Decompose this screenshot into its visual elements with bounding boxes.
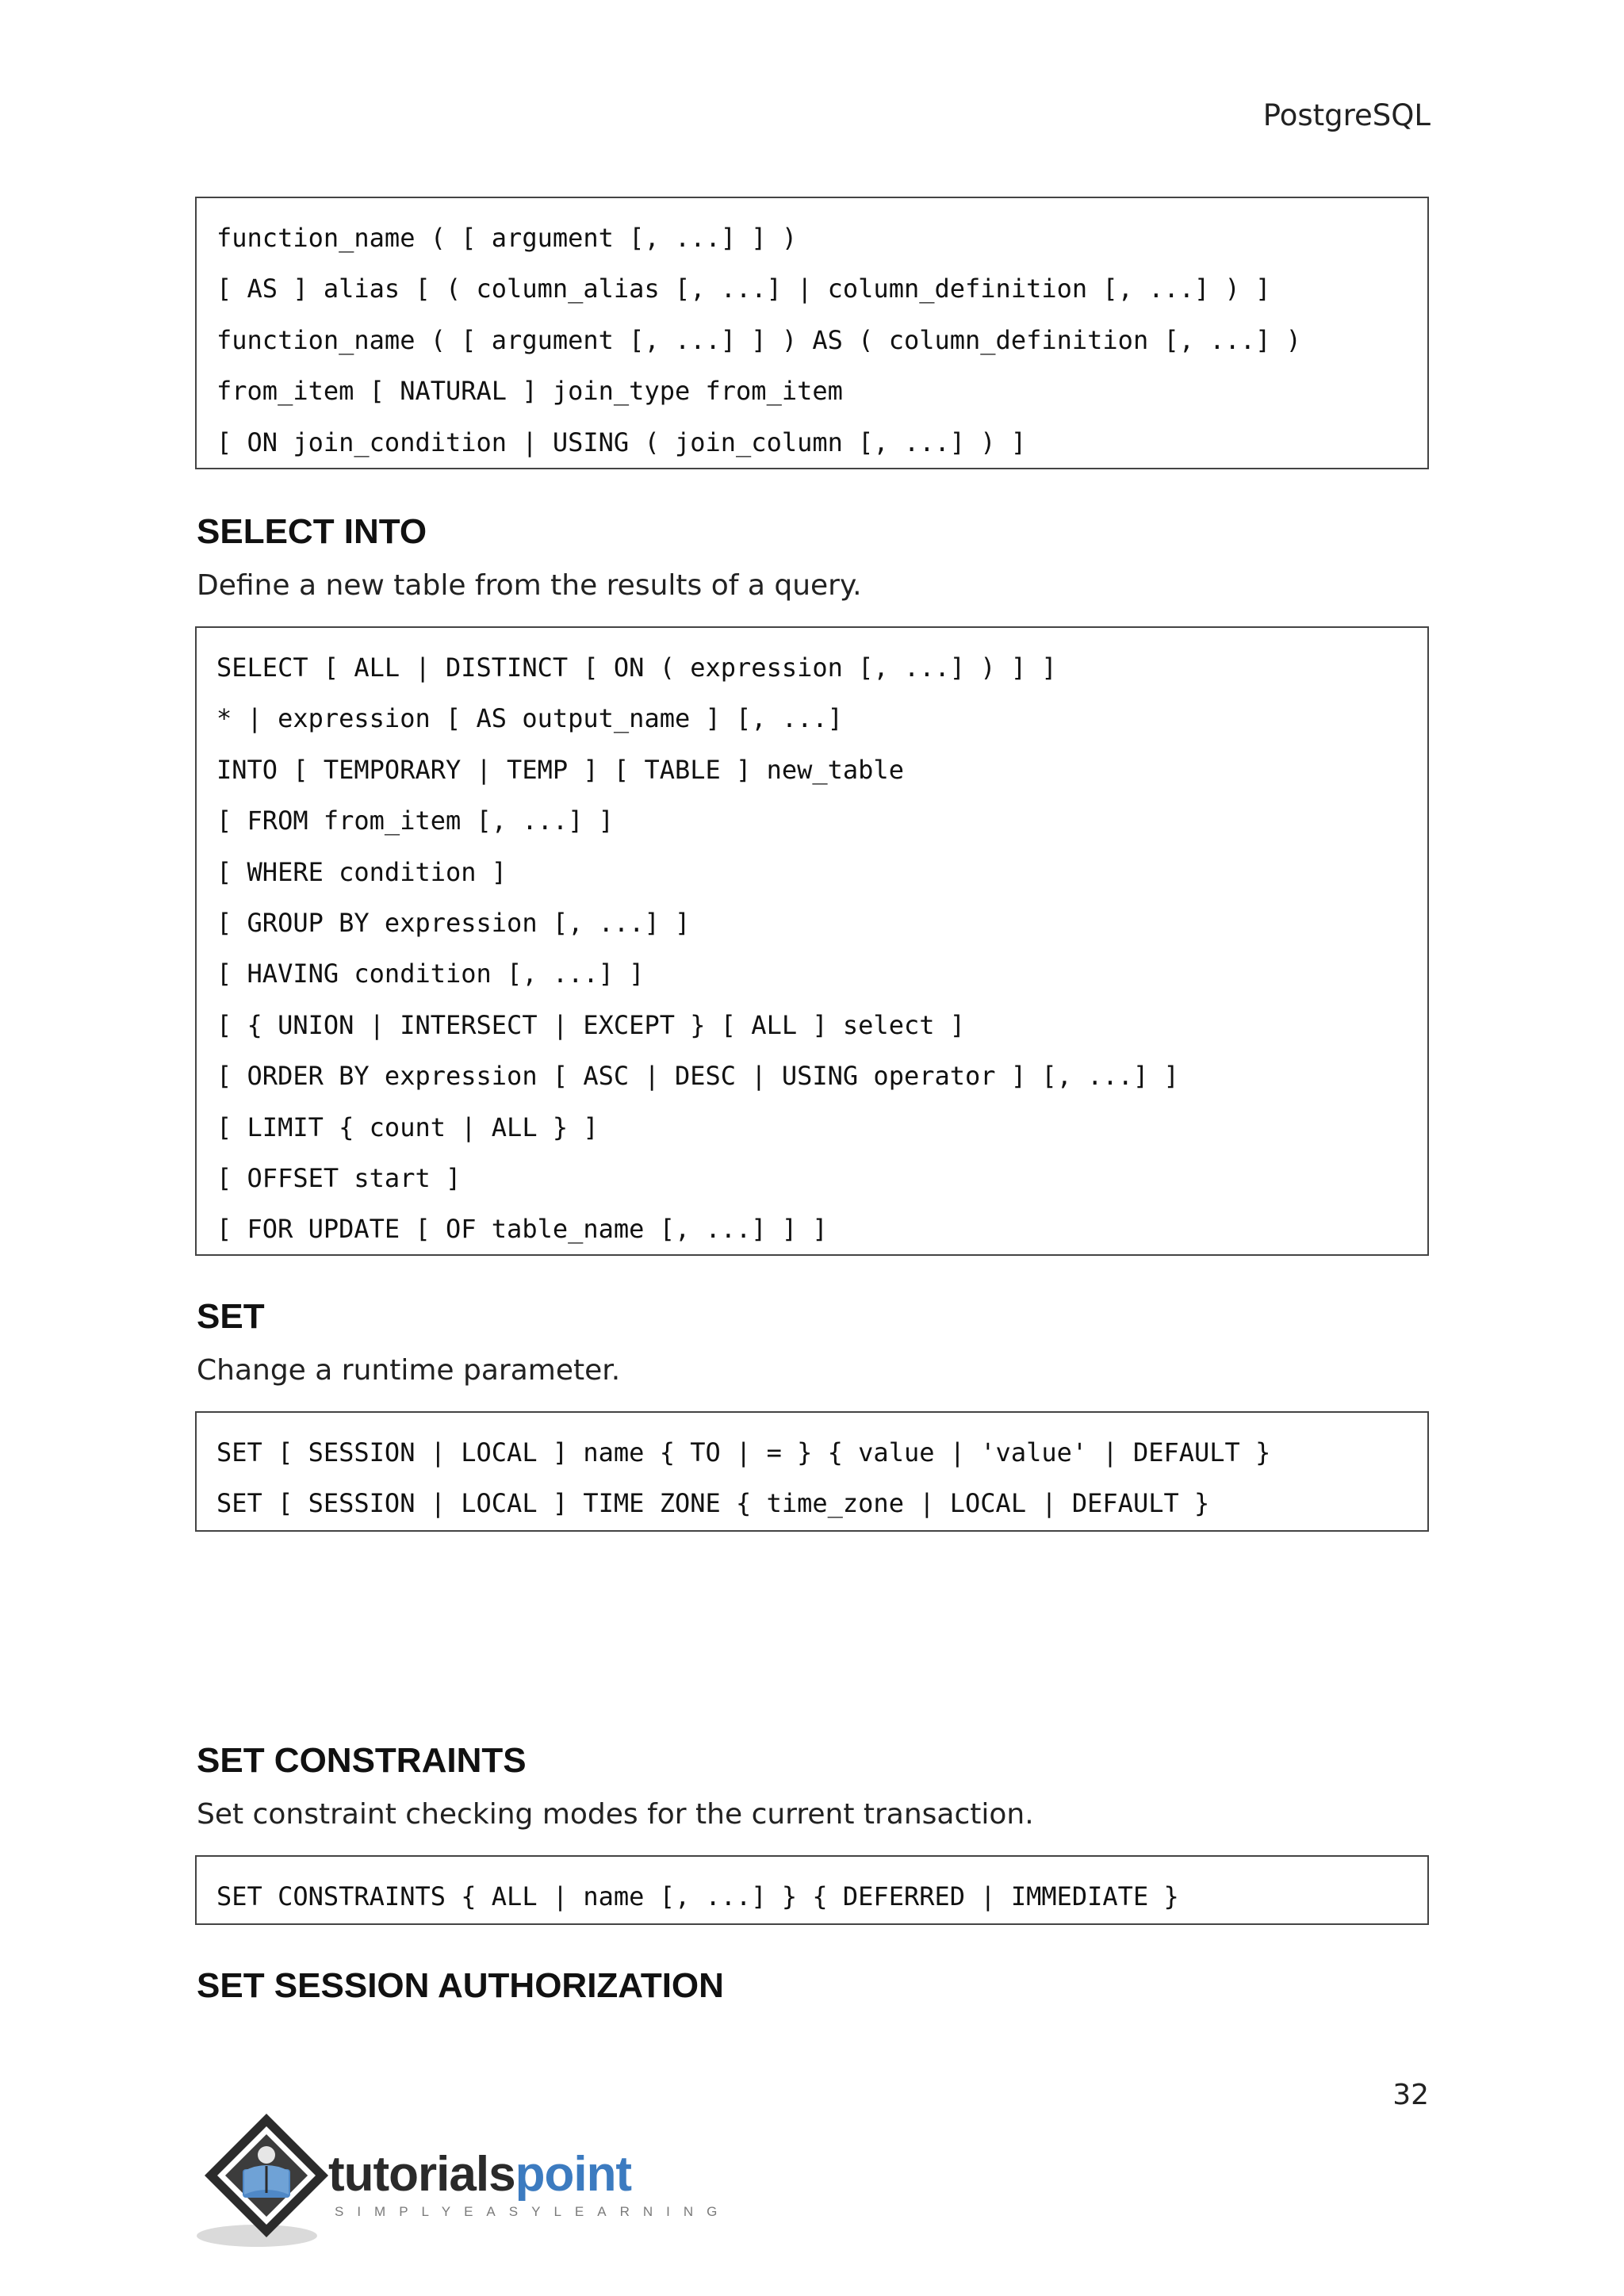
section-heading-select-into: SELECT INTO <box>197 512 427 551</box>
code-block-set <box>195 1411 1429 1532</box>
section-heading-set-session-authorization: SET SESSION AUTHORIZATION <box>197 1966 724 2005</box>
code-line: [ GROUP BY expression [, ...] ] <box>216 907 691 938</box>
code-block-select-into <box>195 626 1429 1256</box>
code-line: [ WHERE condition ] <box>216 856 508 887</box>
logo-emblem-icon <box>195 2109 338 2252</box>
section-description-set-constraints: Set constraint checking modes for the current transaction. <box>197 1798 1034 1831</box>
code-line: [ ORDER BY expression [ ASC | DESC | USING operator ] [, ...] ] <box>216 1061 1179 1092</box>
code-line: SET CONSTRAINTS { ALL | name [, ...] } { DEFERRED | IMMEDIATE } <box>216 1881 1179 1911</box>
code-line: * | expression [ AS output_name ] [, ...] <box>216 703 843 734</box>
logo-wordmark <box>328 2147 631 2202</box>
code-line: [ LIMIT { count | ALL } ] <box>216 1112 599 1142</box>
code-line: INTO [ TEMPORARY | TEMP ] [ TABLE ] new_table <box>216 754 904 785</box>
tutorialspoint-logo <box>195 2109 731 2252</box>
logo-wordmark-part1: tutorials <box>328 2147 515 2202</box>
code-block-from-syntax <box>195 197 1429 469</box>
code-line: function_name ( [ argument [, ...] ] ) <box>216 223 798 253</box>
page-header-title: PostgreSQL <box>1262 98 1431 132</box>
code-line: [ ON join_condition | USING ( join_column [, ...] ) ] <box>216 427 1027 457</box>
code-line: SELECT [ ALL | DISTINCT [ ON ( expression [, ...] ) ] ] <box>216 652 1057 683</box>
code-line: [ FOR UPDATE [ OF table_name [, ...] ] ] <box>216 1214 828 1245</box>
code-line: [ { UNION | INTERSECT | EXCEPT } [ ALL ] select ] <box>216 1009 966 1040</box>
code-line: [ OFFSET start ] <box>216 1162 462 1193</box>
code-line: [ FROM from_item [, ...] ] <box>216 806 614 836</box>
code-block-set-constraints <box>195 1855 1429 1925</box>
code-line: SET [ SESSION | LOCAL ] name { TO | = } { value | 'value' | DEFAULT } <box>216 1437 1271 1468</box>
code-line: from_item [ NATURAL ] join_type from_item <box>216 376 843 407</box>
code-line: [ HAVING condition [, ...] ] <box>216 959 645 989</box>
section-description-set: Change a runtime parameter. <box>197 1354 621 1387</box>
section-description-select-into: Define a new table from the results of a query. <box>197 569 862 602</box>
logo-tagline: SIMPLYEASYLEARNING <box>335 2204 731 2219</box>
code-line: SET [ SESSION | LOCAL ] TIME ZONE { time_zone | LOCAL | DEFAULT } <box>216 1488 1210 1519</box>
code-line: [ AS ] alias [ ( column_alias [, ...] | column_definition [, ...] ) ] <box>216 274 1271 304</box>
code-line: function_name ( [ argument [, ...] ] ) AS ( column_definition [, ...] ) <box>216 324 1301 355</box>
page-number: 32 <box>1392 2079 1429 2111</box>
logo-wordmark-part2: point <box>515 2147 632 2202</box>
section-heading-set: SET <box>197 1297 265 1336</box>
section-heading-set-constraints: SET CONSTRAINTS <box>197 1741 527 1780</box>
